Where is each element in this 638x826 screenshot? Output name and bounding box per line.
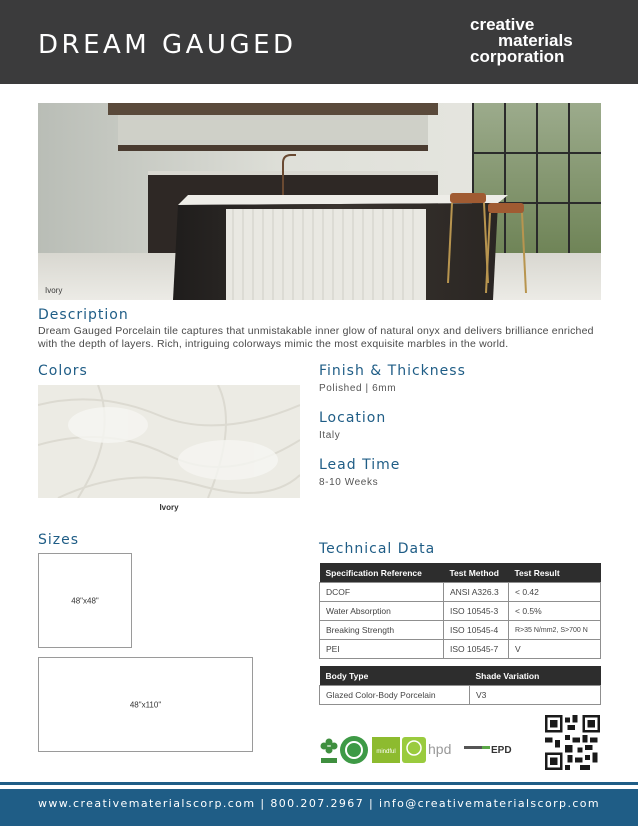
table-cell: V3 <box>470 686 601 705</box>
swatch-label: Ivory <box>159 503 179 512</box>
finish-heading: Finish & Thickness <box>319 363 466 379</box>
size-box-48x110 <box>38 657 253 752</box>
description-heading: Description <box>38 307 129 323</box>
description-text: Dream Gauged Porcelain tile captures that unmistakable inner glow of natural onyx and delivers brilliance enriched with the depth of layers. Rich, intriguing colorways mimic the most exquisite marbles in the world. <box>38 325 594 350</box>
location-value: Italy <box>319 430 341 441</box>
table-cell: R>35 N/mm2, S>700 N <box>509 621 601 640</box>
table-row <box>320 621 601 640</box>
sizes-heading: Sizes <box>38 532 80 548</box>
table-row <box>320 602 601 621</box>
table-cell: < 0.42 <box>509 583 601 602</box>
table-cell: ISO 10545-4 <box>444 621 509 640</box>
table-cell: PEI <box>320 640 444 659</box>
table-cell: V <box>509 640 601 659</box>
footer <box>0 789 638 826</box>
leed-icon <box>321 739 338 764</box>
table-cell: Water Absorption <box>320 602 444 621</box>
cert-icons <box>318 734 528 768</box>
column-header: Shade Variation <box>470 666 601 686</box>
column-header: Test Result <box>509 563 601 583</box>
mindful-label: mindful <box>376 749 396 755</box>
table-row <box>320 640 601 659</box>
onyx-texture <box>38 385 300 498</box>
kitchen-illustration <box>38 103 601 300</box>
qr-code-icon <box>545 715 600 770</box>
body-type-table <box>319 666 601 705</box>
hero-image <box>38 103 601 300</box>
location-heading: Location <box>319 410 387 426</box>
size-box-48x48 <box>38 553 132 648</box>
finish-value: Polished | 6mm <box>319 383 397 394</box>
epd-label: EPD <box>491 745 512 756</box>
table-cell: ISO 10545-7 <box>444 640 509 659</box>
column-header: Test Method <box>444 563 509 583</box>
color-swatch-ivory[interactable] <box>38 385 300 498</box>
logo-line-3: corporation <box>470 47 565 66</box>
logo-line-1: creative <box>470 15 535 34</box>
table-cell: ANSI A326.3 <box>444 583 509 602</box>
hpd-label: hpd <box>428 741 452 757</box>
size-label: 48"x48" <box>71 596 99 605</box>
table-cell: ISO 10545-3 <box>444 602 509 621</box>
table-cell: Breaking Strength <box>320 621 444 640</box>
lead-time-value: 8-10 Weeks <box>319 477 379 488</box>
table-header-row <box>320 666 601 686</box>
lead-time-heading: Lead Time <box>319 457 401 473</box>
product-title: DREAM GAUGED <box>38 30 297 60</box>
header <box>0 0 638 84</box>
table-cell: Glazed Color-Body Porcelain <box>320 686 470 705</box>
table-row <box>320 583 601 602</box>
logo-line-2: materials <box>498 31 573 50</box>
epd-icon <box>464 745 512 756</box>
company-logo <box>468 17 598 69</box>
table-cell: DCOF <box>320 583 444 602</box>
technical-heading: Technical Data <box>319 541 436 557</box>
technical-table <box>319 563 601 659</box>
table-cell: < 0.5% <box>509 602 601 621</box>
table-row <box>320 686 601 705</box>
table-header-row <box>320 563 601 583</box>
size-label: 48"x110" <box>129 700 162 709</box>
footer-contact[interactable]: www.creativematerialscorp.com | 800.207.2967 | info@creativematerialscorp.com <box>37 797 601 810</box>
qr-code[interactable] <box>545 715 600 770</box>
recycle-icon <box>340 736 368 764</box>
colors-heading: Colors <box>38 363 88 379</box>
column-header: Body Type <box>320 666 470 686</box>
footer-divider <box>0 782 638 785</box>
certification-logos <box>318 734 528 768</box>
column-header: Specification Reference <box>320 563 444 583</box>
hero-caption: Ivory <box>45 286 63 295</box>
